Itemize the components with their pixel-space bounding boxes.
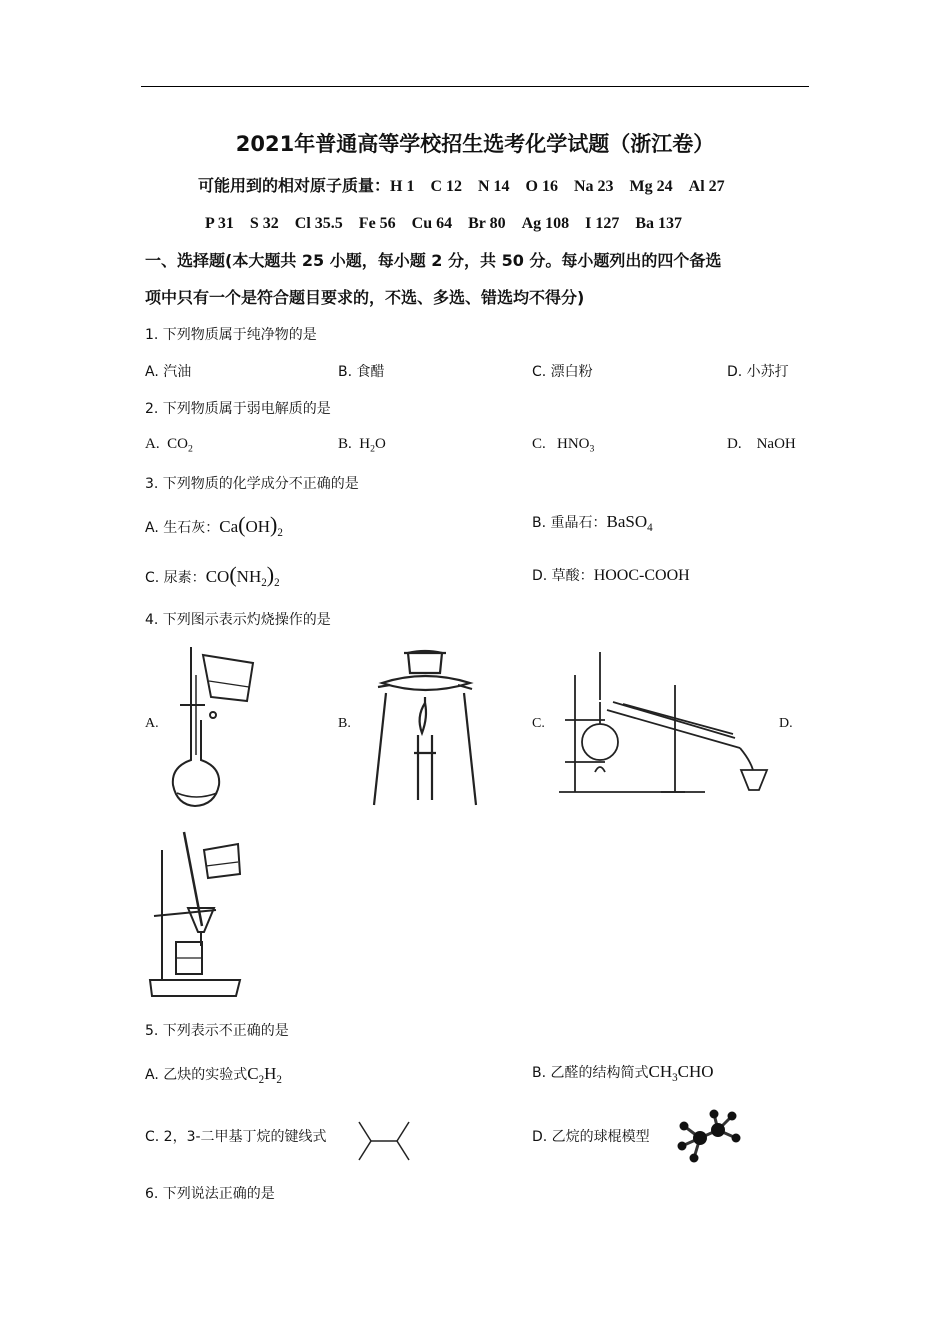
q3-option-c: C. 尿素：$CO(NH_2)_2$ — [145, 562, 280, 589]
figure-a-volumetric-flask — [165, 645, 265, 810]
q1-option-d: D. 小苏打 — [727, 364, 789, 380]
q2-option-c: C. $HNO_3$ — [532, 436, 595, 455]
q2-option-b: B. $H_2O$ — [338, 436, 386, 455]
q1-option-c: C. 漂白粉 — [532, 364, 593, 380]
question-3-stem: 3. 下列物质的化学成分不正确的是 — [145, 476, 359, 492]
header-rule — [141, 86, 809, 87]
section-heading-line-2: 项中只有一个是符合题目要求的，不选、多选、错选均不得分) — [145, 288, 585, 307]
atomic-masses-line-2: P 31 S 32 Cl 35.5 Fe 56 Cu 64 Br 80 Ag 108 I 127 Ba 137 — [205, 215, 683, 232]
q4-label-b: B. — [338, 716, 351, 731]
skeletal-formula-2-3-dimethylbutane — [357, 1120, 413, 1162]
question-6-stem: 6. 下列说法正确的是 — [145, 1186, 275, 1202]
question-5-stem: 5. 下列表示不正确的是 — [145, 1023, 289, 1039]
q1-option-b: B. 食醋 — [338, 364, 385, 380]
q5-option-d: D. 乙烷的球棍模型 — [532, 1129, 650, 1145]
figure-d-filtration — [148, 830, 243, 1000]
figure-b-crucible-tripod — [370, 645, 480, 805]
question-1-stem: 1. 下列物质属于纯净物的是 — [145, 327, 317, 343]
question-4-stem: 4. 下列图示表示灼烧操作的是 — [145, 612, 331, 628]
page-title: 2021年普通高等学校招生选考化学试题（浙江卷） — [235, 132, 715, 156]
q5-option-a: A. 乙炔的实验式$C_2H_2$ — [145, 1064, 282, 1086]
figure-c-distillation — [555, 650, 770, 800]
q1-option-a: A. 汽油 — [145, 364, 192, 380]
ball-and-stick-model-ethane — [676, 1108, 742, 1164]
q3-option-d: D. 草酸：HOOC-COOH — [532, 567, 690, 584]
q4-label-c: C. — [532, 716, 545, 731]
question-2-stem: 2. 下列物质属于弱电解质的是 — [145, 401, 331, 417]
q4-label-a: A. — [145, 716, 159, 731]
q3-option-b: B. 重晶石：BaSO$_4$ — [532, 512, 653, 534]
q5-option-b: B. 乙醛的结构简式$CH_3CHO$ — [532, 1062, 714, 1084]
q2-option-a: A. $CO_2$ — [145, 436, 193, 455]
q4-label-d: D. — [779, 716, 793, 731]
section-heading-line-1: 一、选择题(本大题共 25 小题，每小题 2 分，共 50 分。每小题列出的四个备选 — [145, 251, 722, 270]
q2-option-d: D. NaOH — [727, 436, 796, 452]
q3-option-a: A. 生石灰：$Ca(OH)_2$ — [145, 512, 283, 539]
atomic-masses-line-1: 可能用到的相对原子质量：H 1 C 12 N 14 O 16 Na 23 Mg 24 Al 27 — [198, 178, 725, 195]
q5-option-c: C. 2，3-二甲基丁烷的键线式 — [145, 1129, 327, 1145]
